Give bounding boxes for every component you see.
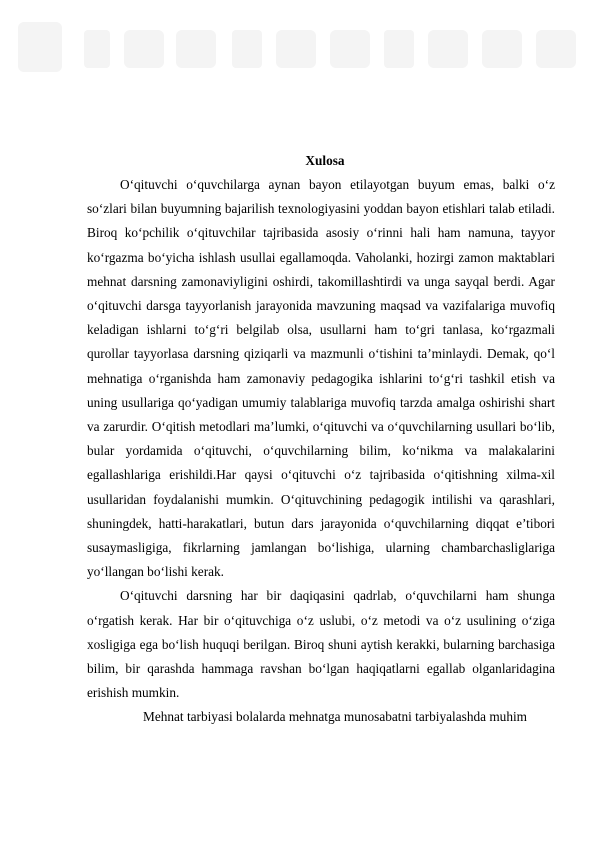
watermark-logo: [0, 0, 595, 110]
document-title: Xulosa: [305, 153, 345, 168]
paragraph-2: O‘qituvchi darsning har bir daqiqasini qadrlab, o‘quvchilarni ham shunga o‘rgatish kerak. Har bir o‘qituvchiga o‘z uslubi, o‘z metodi va o‘z usulining o‘ziga xosligiga ega bo‘lish huquqi berilgan. Biroq shuni aytish kerakki, bularning barchasiga bilim, bir qarashda hammaga ravshan bo‘lgan haqiqatlarni egallab olganlaridagina erishish mumkin.: [87, 588, 555, 701]
document-body: [87, 149, 555, 730]
paragraph-1: O‘qituvchi o‘quvchilarga aynan bayon etilayotgan buyum emas, balki o‘z so‘zlari bilan buyumning bajarilish texnologiyasini yoddan bayon etishlari talab etiladi. Biroq ko‘pchilik o‘qituvchilar tajribasida asosiy o‘rinni hali ham namuna, tayyor ko‘rgazma bo‘yicha ishlash usullai egallamoqda. Vaholanki, hozirgi zamon maktablari mehnat darsning zamonaviyligini oshirdi, takomillashtirdi va unga sayqal berdi. Agar o‘qituvchi darsga tayyorlanish jarayonida mavzuning maqsad va vazifalariga muvofiq keladigan ishlarni to‘g‘ri belgilab olsa, usullarni ham to‘gri tanlasa, ko‘rgazmali qurollar tayyorlasa darsning qiziqarli va mazmunli o‘tishini ta’minlaydi. Demak, qo‘l mehnatiga o‘rganishda ham zamonaviy pedagogika ishlarini to‘g‘ri tashkil etish va uning usullariga qo‘yadigan umumiy talablariga muvofiq tarzda amalga oshirishi shart va zarurdir. O‘qitish metodlari ma’lumki, o‘qituvchi va o‘quvchilarning usullari bo‘lib, bular yordamida o‘qituvchi, o‘quvchilarning bilim, ko‘nikma va malakalarini egallashlariga erishildi.Har qaysi o‘qituvchi o‘z tajribasida o‘qitishning xilma-xil usullaridan foydalanishi mumkin. O‘qituvchining pedagogik intilishi va qarashlari, shuningdek, hatti-harakatlari, butun dars jarayonida o‘quvchilarning diqqat e’tibori susaymasligiga, fikrlarning jamlangan bo‘lishiga, ularning chambarchasliglariga yo‘llangan bo‘lishi kerak.: [87, 177, 555, 580]
paragraph-3: Mehnat tarbiyasi bolalarda mehnatga munosabatni tarbiyalashda muhim: [143, 709, 528, 725]
